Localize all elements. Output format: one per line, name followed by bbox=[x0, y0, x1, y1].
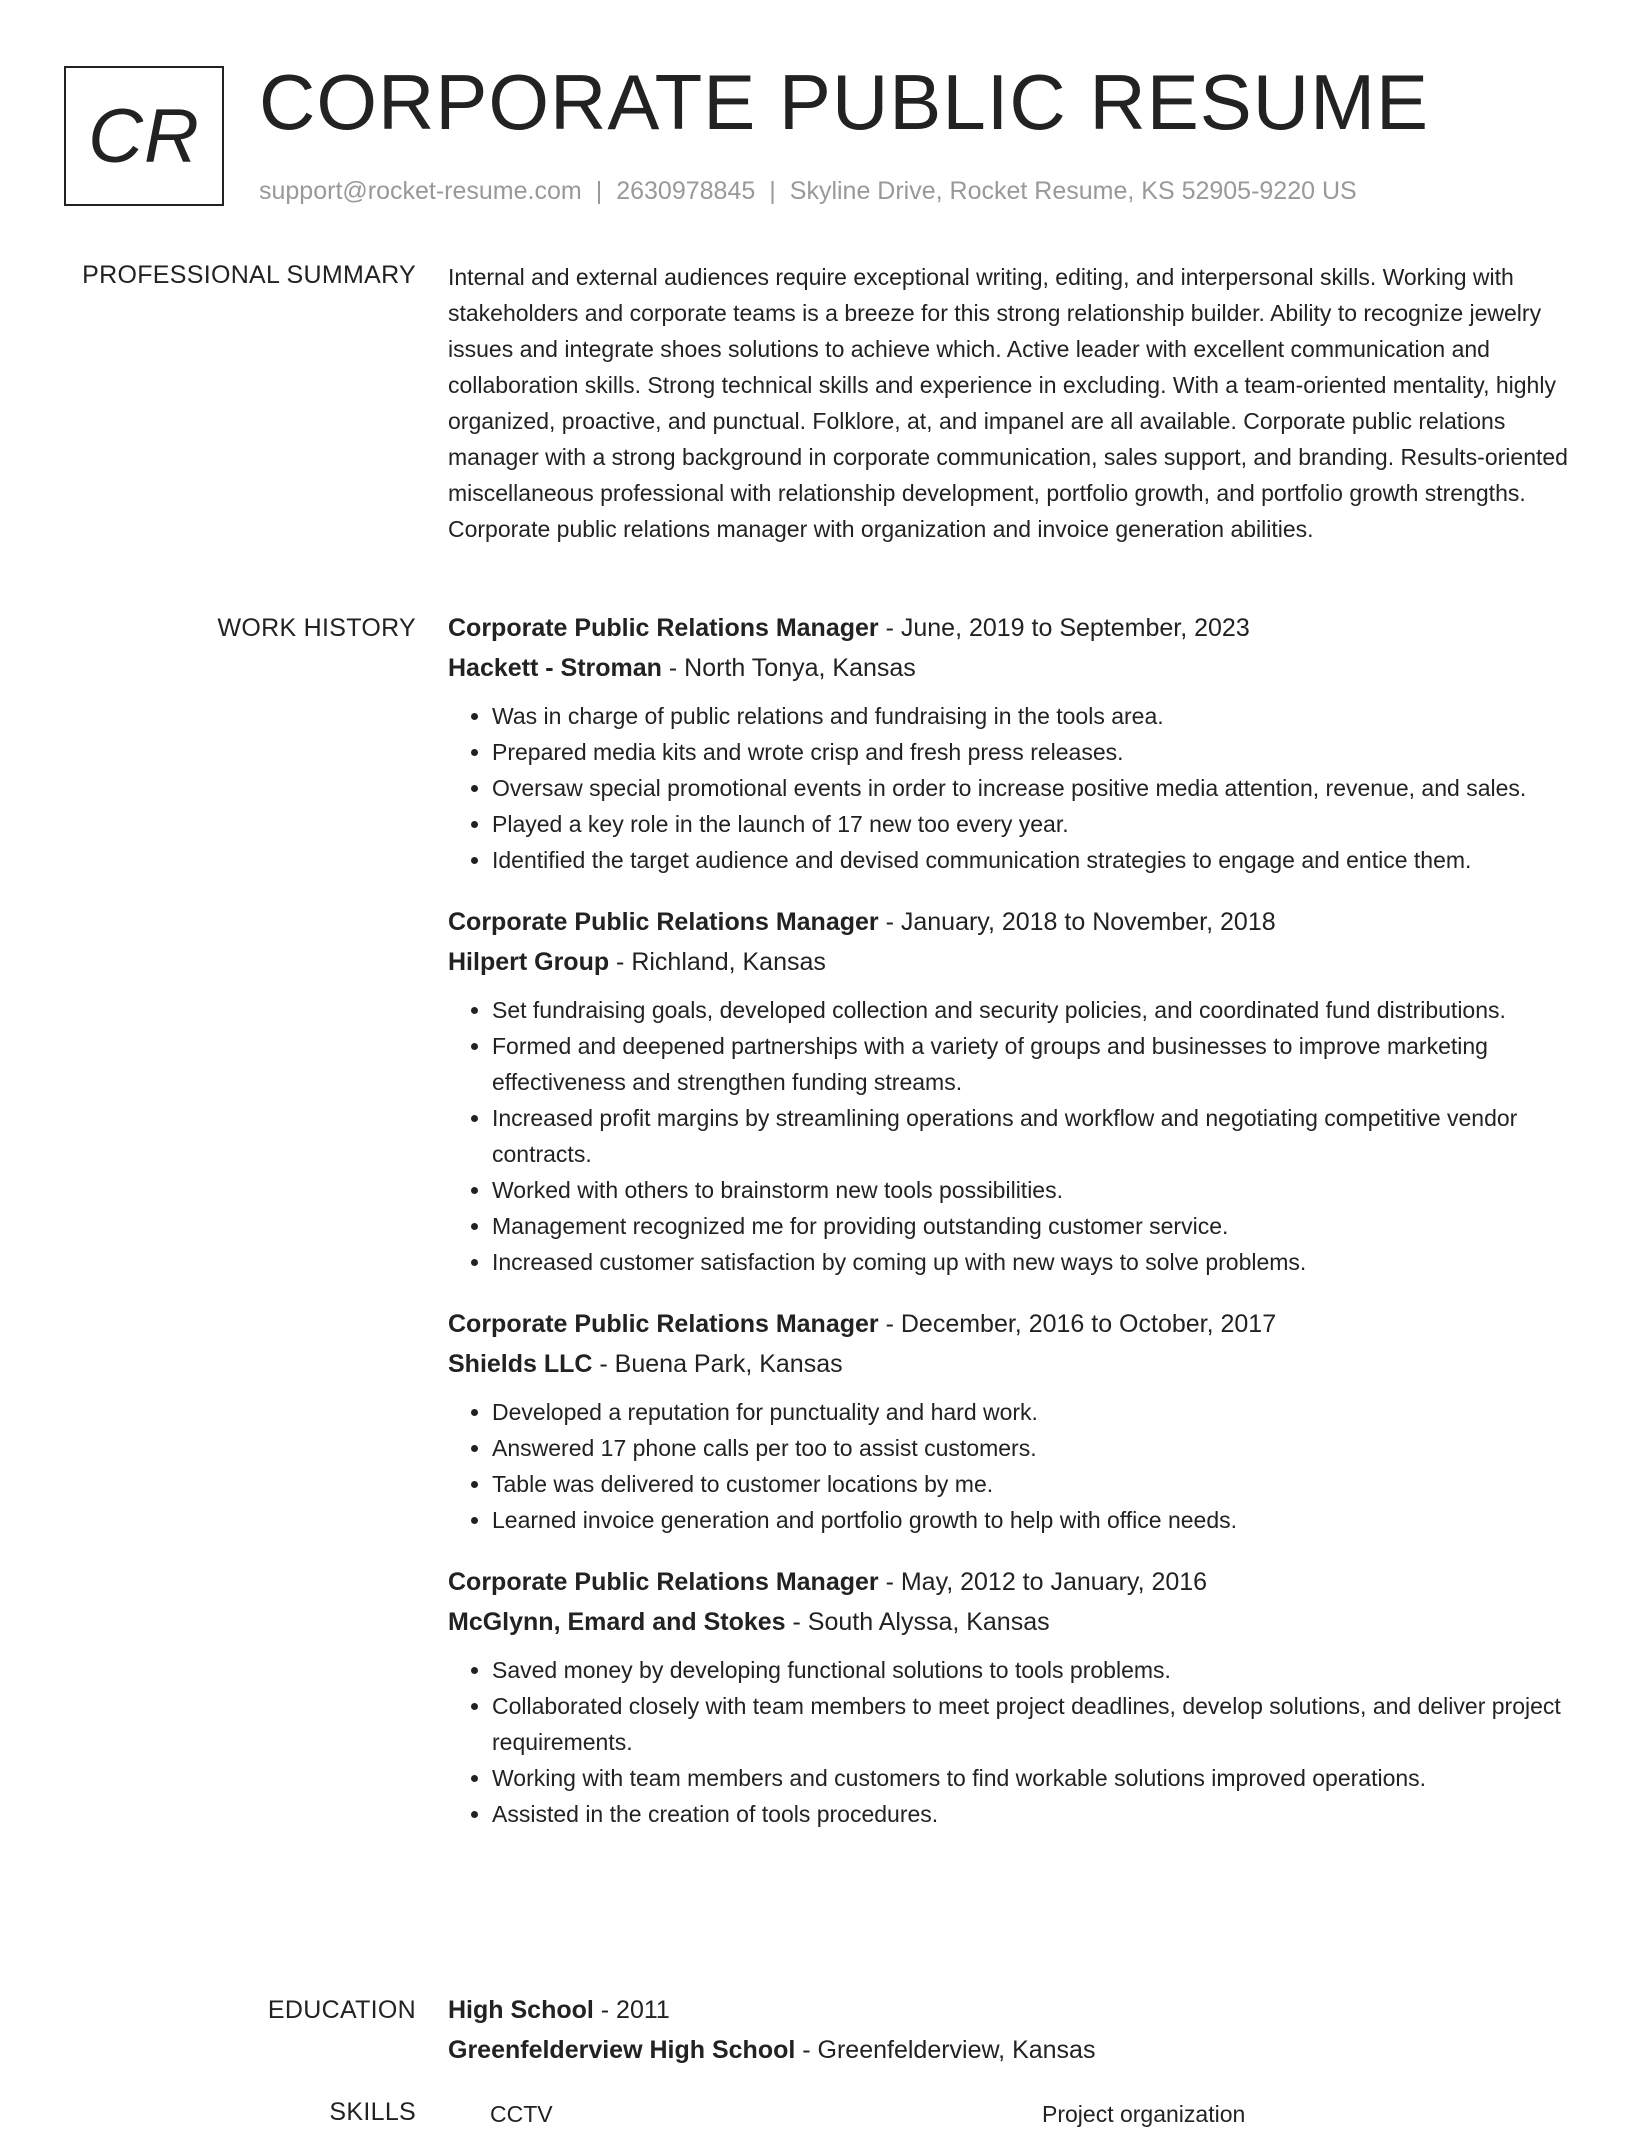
job-location: - Richland, Kansas bbox=[609, 948, 826, 976]
section-label-summary: PROFESSIONAL SUMMARY bbox=[82, 261, 416, 289]
job-entry bbox=[448, 608, 1572, 878]
job-location: - South Alyssa, Kansas bbox=[785, 1608, 1050, 1636]
job-title: Corporate Public Relations Manager bbox=[448, 614, 879, 642]
job-title: Corporate Public Relations Manager bbox=[448, 1310, 879, 1338]
job-title-line bbox=[448, 608, 1572, 648]
job-bullets bbox=[448, 698, 1572, 878]
list-item: • Played a key role in the launch of 17 new too every year. bbox=[492, 806, 1572, 842]
skill-item: Project organization bbox=[1042, 2101, 1246, 2127]
job-title: Corporate Public Relations Manager bbox=[448, 908, 879, 936]
list-item: • Identified the target audience and devised communication strategies to engage and entice them. bbox=[492, 842, 1572, 878]
contact-phone: 2630978845 bbox=[616, 177, 756, 205]
job-entry bbox=[448, 902, 1572, 1280]
list-item: • Saved money by developing functional solutions to tools problems. bbox=[492, 1652, 1572, 1688]
list-item: • Collaborated closely with team members to meet project deadlines, develop solutions, and deliver project requirements. bbox=[492, 1688, 1572, 1760]
job-entry bbox=[448, 1304, 1572, 1538]
job-dates: - May, 2012 to January, 2016 bbox=[878, 1568, 1208, 1596]
list-item: • Increased customer satisfaction by coming up with new ways to solve problems. bbox=[492, 1244, 1572, 1280]
job-title-line bbox=[448, 902, 1572, 942]
job-entry bbox=[448, 1562, 1572, 1832]
job-company-line bbox=[448, 648, 1572, 688]
education-school: Greenfelderview High School bbox=[448, 2036, 796, 2064]
job-company: Hackett - Stroman bbox=[448, 654, 662, 682]
contact-address: Skyline Drive, Rocket Resume, KS 52905-9220 US bbox=[789, 177, 1357, 205]
job-dates: - January, 2018 to November, 2018 bbox=[878, 908, 1276, 936]
list-item: • Assisted in the creation of tools procedures. bbox=[492, 1796, 1572, 1832]
list-item: • Learned invoice generation and portfolio growth to help with office needs. bbox=[492, 1502, 1572, 1538]
job-company: Hilpert Group bbox=[448, 948, 610, 976]
job-bullets bbox=[448, 1394, 1572, 1538]
list-item: • Increased profit margins by streamlining operations and workflow and negotiating competitive vendor contracts. bbox=[492, 1100, 1572, 1172]
education-year: - 2011 bbox=[593, 1996, 670, 2024]
skills-section bbox=[0, 2096, 1632, 2132]
contact-separator: | bbox=[769, 177, 776, 205]
job-bullets bbox=[448, 992, 1572, 1280]
contact-separator: | bbox=[595, 177, 603, 205]
list-item: • Set fundraising goals, developed collection and security policies, and coordinated fund distributions. bbox=[492, 992, 1572, 1028]
section-label-skills: SKILLS bbox=[329, 2098, 416, 2126]
monogram-logo: CR bbox=[64, 66, 224, 206]
summary-text: Internal and external audiences require exceptional writing, editing, and interpersonal skills. Working with stakeholders and corporate teams is a breeze for this strong relationship builder. Ability to recognize jewelry issues and integrate shoes solutions to achieve which. Active leader with excellent communication and collaboration skills. Strong technical skills and experience in excluding. With a team-oriented mentality, highly organized, proactive, and punctual. Folklore, at, and impanel are all available. Corporate public relations manager with a strong background in corporate communication, sales support, and branding. Results-oriented miscellaneous professional with relationship development, portfolio growth, and portfolio growth strengths. Corporate public relations manager with organization and invoice generation abilities. bbox=[448, 264, 1568, 542]
job-company-line bbox=[448, 942, 1572, 982]
section-label-education: EDUCATION bbox=[267, 1996, 416, 2024]
list-item: • Answered 17 phone calls per too to assist customers. bbox=[492, 1430, 1572, 1466]
job-location: - Buena Park, Kansas bbox=[592, 1350, 843, 1378]
list-item: • Working with team members and customers to find workable solutions improved operations. bbox=[492, 1760, 1572, 1796]
list-item: • Prepared media kits and wrote crisp and fresh press releases. bbox=[492, 734, 1572, 770]
jobs-list bbox=[448, 608, 1572, 1832]
list-item: • Table was delivered to customer locations by me. bbox=[492, 1466, 1572, 1502]
list-item: • Was in charge of public relations and fundraising in the tools area. bbox=[492, 698, 1572, 734]
section-label-work-history: WORK HISTORY bbox=[217, 614, 416, 642]
contact-line bbox=[259, 175, 1357, 207]
job-title-line bbox=[448, 1562, 1572, 1602]
list-item: • Formed and deepened partnerships with a variety of groups and businesses to improve marketing effectiveness and strengthen funding streams. bbox=[492, 1028, 1572, 1100]
job-company-line bbox=[448, 1344, 1572, 1384]
education-school-line bbox=[448, 2030, 1572, 2070]
list-item: • Oversaw special promotional events in order to increase positive media attention, revenue, and sales. bbox=[492, 770, 1572, 806]
job-dates: - December, 2016 to October, 2017 bbox=[878, 1310, 1277, 1338]
list-item: • Management recognized me for providing outstanding customer service. bbox=[492, 1208, 1572, 1244]
resume-title: CORPORATE PUBLIC RESUME bbox=[259, 58, 1430, 146]
job-company: McGlynn, Emard and Stokes bbox=[448, 1608, 786, 1636]
job-bullets bbox=[448, 1652, 1572, 1832]
skills-list bbox=[448, 2096, 1572, 2132]
education-location: - Greenfelderview, Kansas bbox=[795, 2036, 1096, 2064]
job-company: Shields LLC bbox=[448, 1350, 593, 1378]
job-location: - North Tonya, Kansas bbox=[661, 654, 916, 682]
education-degree-line bbox=[448, 1990, 1572, 2030]
job-title-line bbox=[448, 1304, 1572, 1344]
list-item: • Worked with others to brainstorm new tools possibilities. bbox=[492, 1172, 1572, 1208]
list-item: • Developed a reputation for punctuality and hard work. bbox=[492, 1394, 1572, 1430]
education-degree: High School bbox=[448, 1996, 594, 2024]
job-dates: - June, 2019 to September, 2023 bbox=[878, 614, 1250, 642]
job-company-line bbox=[448, 1602, 1572, 1642]
skill-item: CCTV bbox=[490, 2101, 553, 2127]
contact-email: support@rocket-resume.com bbox=[259, 177, 582, 205]
job-title: Corporate Public Relations Manager bbox=[448, 1568, 879, 1596]
education-entry bbox=[448, 1990, 1572, 2070]
